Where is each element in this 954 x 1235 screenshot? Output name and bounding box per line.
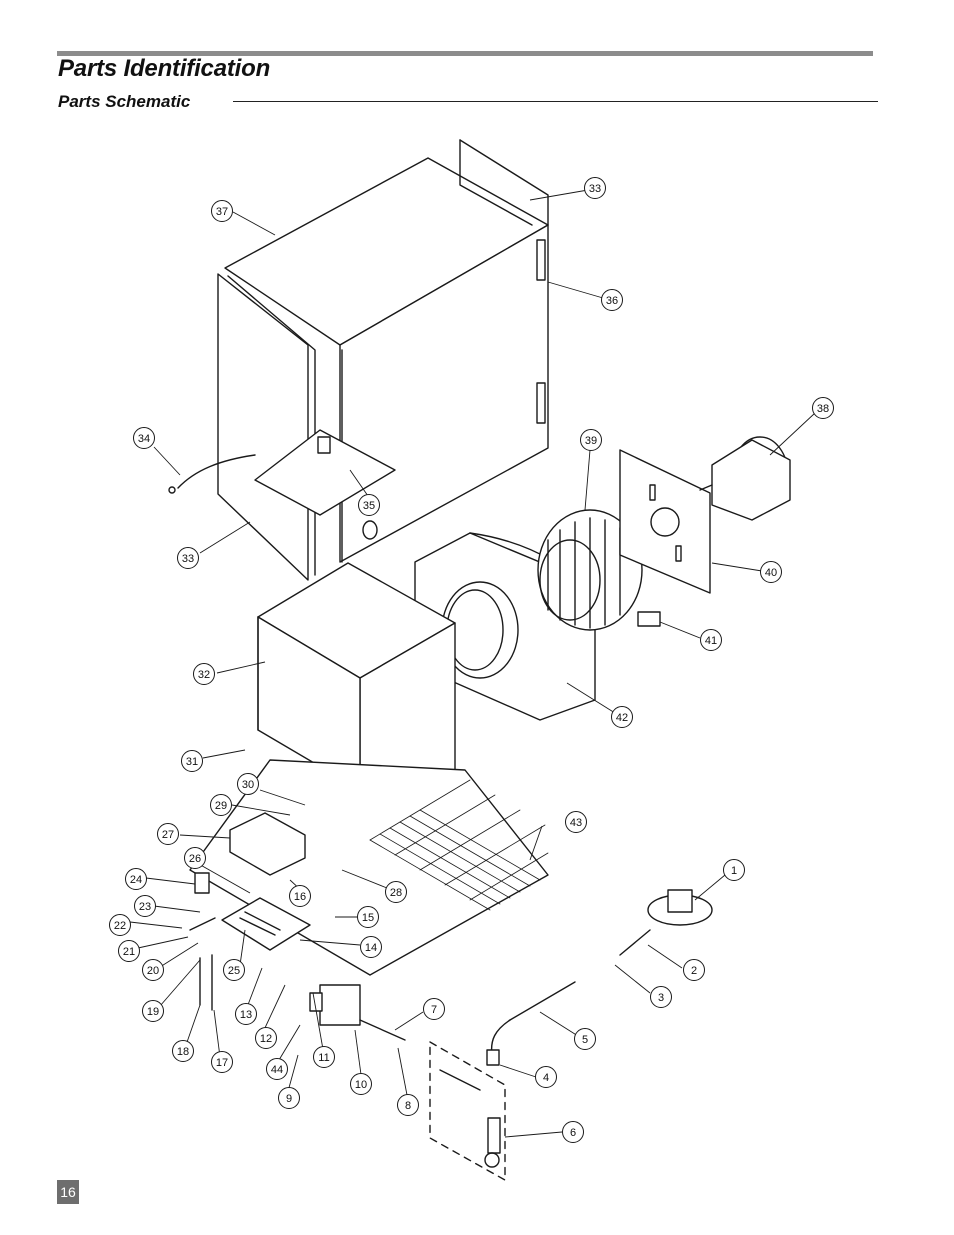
callout-label: 16: [293, 891, 307, 903]
callout-14: [361, 937, 382, 958]
callout-label: 39: [584, 435, 598, 447]
line-art: [169, 140, 790, 1180]
callout-33: [585, 178, 606, 199]
callout-8: [398, 1095, 419, 1116]
callout-13: [236, 1004, 257, 1025]
callout-25: [224, 960, 245, 981]
callout-37: [212, 201, 233, 222]
callout-2: [684, 960, 705, 981]
callout-label: 13: [239, 1009, 253, 1021]
callout-label: 14: [364, 942, 378, 954]
callout-43: [566, 812, 587, 833]
callout-11: [314, 1047, 335, 1068]
callout-label: 27: [161, 829, 175, 841]
callout-9: [279, 1088, 300, 1109]
callout-label: 36: [605, 295, 619, 307]
callout-label: 34: [137, 433, 151, 445]
callout-40: [761, 562, 782, 583]
callout-label: 41: [704, 635, 718, 647]
fittings-drawing: [190, 873, 215, 1010]
callout-label: 9: [285, 1093, 293, 1105]
callout-4: [536, 1067, 557, 1088]
gas-valve-drawing: [310, 985, 405, 1040]
callout-42: [612, 707, 633, 728]
callout-label: 8: [404, 1100, 412, 1112]
section-title: Parts Schematic: [58, 92, 191, 111]
callout-label: 1: [730, 865, 738, 877]
callout-label: 11: [318, 1052, 330, 1064]
callout-label: 33: [588, 183, 602, 195]
callout-33: [178, 548, 199, 569]
page-number: 16: [57, 1180, 79, 1204]
callout-label: 25: [227, 965, 241, 977]
callout-label: 7: [430, 1004, 438, 1016]
callout-7: [424, 999, 445, 1020]
callout-label: 32: [197, 669, 211, 681]
callout-1: [724, 860, 745, 881]
callout-6: [563, 1122, 584, 1143]
callout-label: 31: [185, 756, 199, 768]
callout-label: 15: [361, 912, 375, 924]
callout-label: 30: [241, 779, 255, 791]
callout-18: [173, 1041, 194, 1062]
callout-label: 26: [188, 853, 202, 865]
callout-22: [110, 915, 131, 936]
callout-27: [158, 824, 179, 845]
callout-label: 37: [215, 206, 229, 218]
callout-30: [238, 774, 259, 795]
regulator-drawing: [620, 890, 712, 955]
callout-label: 28: [389, 887, 403, 899]
callout-label: 18: [176, 1046, 190, 1058]
callout-label: 44: [270, 1064, 284, 1076]
capacitor-drawing: [638, 612, 660, 626]
callout-label: 6: [569, 1127, 577, 1139]
callout-label: 2: [690, 965, 698, 977]
callout-label: 23: [138, 901, 152, 913]
callout-3: [651, 987, 672, 1008]
callout-34: [134, 428, 155, 449]
callout-label: 29: [214, 800, 228, 812]
callout-label: 3: [657, 992, 665, 1004]
callout-20: [143, 960, 164, 981]
callout-29: [211, 795, 232, 816]
callout-label: 40: [764, 567, 778, 579]
callout-5: [575, 1029, 596, 1050]
callout-17: [212, 1052, 233, 1073]
callout-16: [290, 886, 311, 907]
callout-label: 42: [615, 712, 629, 724]
callout-label: 19: [146, 1006, 160, 1018]
callout-label: 38: [816, 403, 830, 415]
callout-12: [256, 1028, 277, 1049]
callout-21: [119, 941, 140, 962]
callout-label: 24: [129, 874, 143, 886]
callout-label: 12: [259, 1033, 273, 1045]
callout-label: 33: [181, 553, 195, 565]
callout-15: [358, 907, 379, 928]
callout-10: [351, 1074, 372, 1095]
callout-label: 17: [215, 1057, 229, 1069]
callout-label: 5: [581, 1034, 589, 1046]
callout-39: [581, 430, 602, 451]
callout-31: [182, 751, 203, 772]
callout-label: 10: [354, 1079, 368, 1091]
callout-label: 4: [542, 1072, 550, 1084]
callout-26: [185, 848, 206, 869]
callout-38: [813, 398, 834, 419]
callout-41: [701, 630, 722, 651]
callout-36: [602, 290, 623, 311]
callout-label: 35: [362, 500, 376, 512]
callout-19: [143, 1001, 164, 1022]
callout-35: [359, 495, 380, 516]
callout-32: [194, 664, 215, 685]
callout-28: [386, 882, 407, 903]
callout-label: 22: [113, 920, 127, 932]
page-title: Parts Identification: [58, 55, 271, 82]
callout-label: 43: [569, 817, 583, 829]
callout-24: [126, 869, 147, 890]
callout-44: [267, 1059, 288, 1080]
callout-label: 20: [146, 965, 160, 977]
callout-label: 21: [122, 946, 136, 958]
callout-23: [135, 896, 156, 917]
